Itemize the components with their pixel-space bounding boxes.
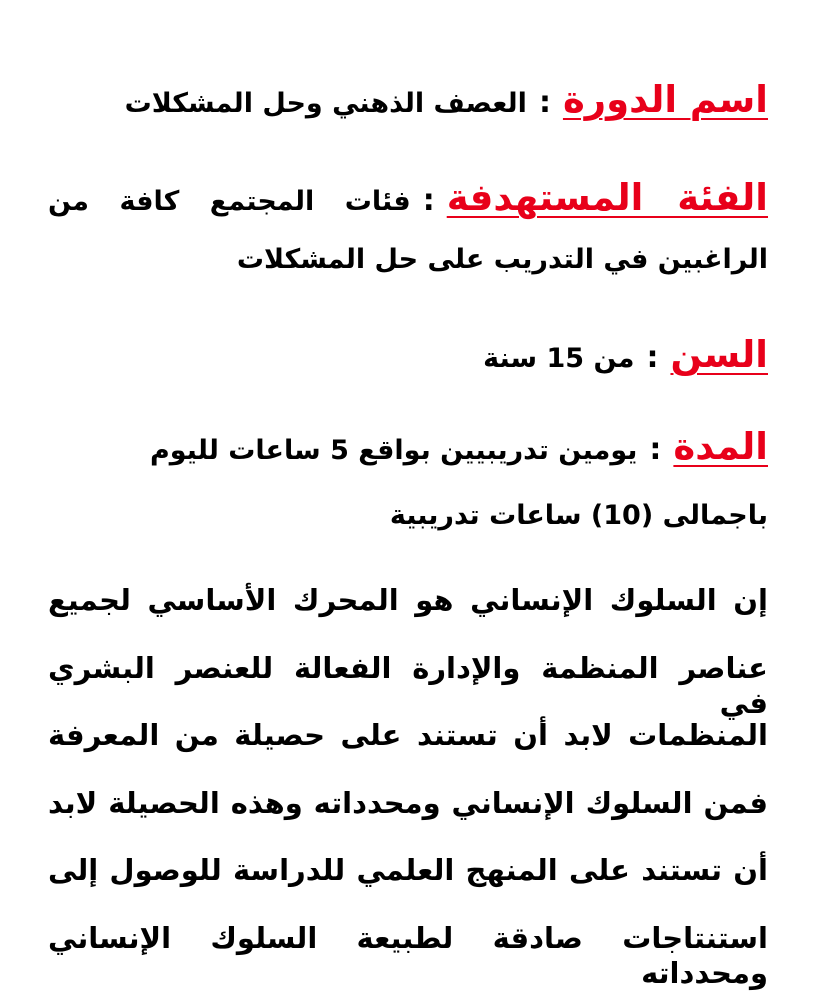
- paragraph-line: أن تستند على المنهج العلمي للدراسة للوصول إلى: [48, 853, 768, 887]
- duration-row: [48, 425, 768, 468]
- paragraph-line: عناصر المنظمة والإدارة الفعالة للعنصر البشري في: [48, 651, 768, 720]
- duration-continuation: باجمالى (10) ساعات تدريبية: [389, 500, 768, 531]
- duration-separator: :: [649, 432, 662, 467]
- target-group-separator: :: [422, 183, 435, 218]
- age-label: السن: [670, 333, 768, 376]
- target-group-row: [48, 176, 768, 219]
- duration-label: المدة: [673, 425, 768, 468]
- course-name-label: اسم الدورة: [562, 78, 768, 121]
- paragraph-line: إن السلوك الإنساني هو المحرك الأساسي لجميع: [48, 583, 768, 617]
- target-group-value: فئات المجتمع كافة من: [48, 186, 411, 217]
- course-name-separator: :: [538, 85, 551, 120]
- age-value: من 15 سنة: [483, 343, 635, 374]
- target-group-label: الفئة المستهدفة: [446, 176, 768, 219]
- paragraph-line: المنظمات لابد أن تستند على حصيلة من المعرفة: [48, 718, 768, 752]
- course-name-value: العصف الذهني وحل المشكلات: [124, 88, 527, 119]
- target-group-continuation: الراغبين في التدريب على حل المشكلات: [236, 244, 768, 275]
- paragraph-line: فمن السلوك الإنساني ومحدداته وهذه الحصيلة لابد: [48, 786, 768, 820]
- duration-value: يومين تدريبيين بواقع 5 ساعات لليوم: [149, 435, 638, 466]
- age-separator: :: [646, 340, 659, 375]
- paragraph-line: استنتاجات صادقة لطبيعة السلوك الإنساني ومحدداته: [48, 921, 768, 990]
- course-name-row: [48, 78, 768, 121]
- age-row: [48, 333, 768, 376]
